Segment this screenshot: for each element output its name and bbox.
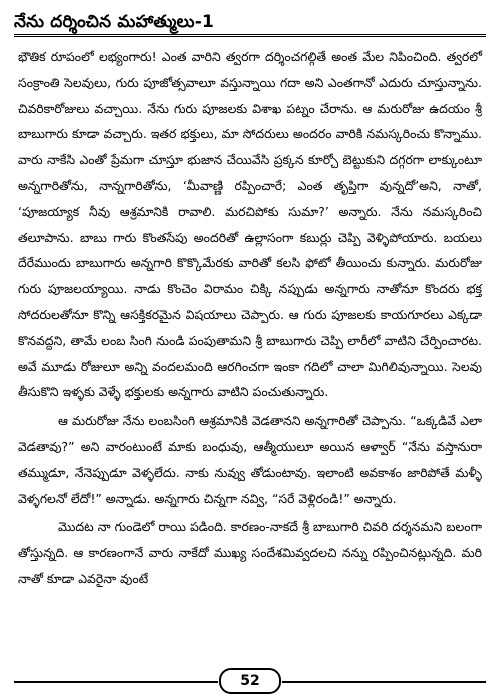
page-body (18, 44, 482, 592)
running-header (14, 6, 486, 37)
running-header-title: నేను దర్శించిన మహాత్ములు-1 (14, 12, 215, 32)
page-number (219, 668, 281, 694)
footer-rule-right (282, 681, 486, 683)
paragraph-2: ఆ మరురోజు నేను లంబసింగి ఆశ్రమానికి వెడతానని అన్నగారితో చెప్పాను. “ఒక్కడివే ఎలా వెడతావు?” అని వారంటుంటే మాకు బంధువు, ఆత్మీయులూ అయిన ఆళ్వార్ “నేను వస్తానురా తమ్ముడూ, నేనెప్పుడూ వెళ్ళలేదు. నాకు నువ్వు తోడుంటావు. ఇలాంటి అవకాశం జారిపోతే మళ్ళీ వెళ్ళగలనో లేదో!” అన్నాడు. అన్నగారు చిన్నగా నవ్వి, “సరే వెళ్లిరండి!” అన్నారు. (18, 413, 482, 506)
page-number-label: 52 (240, 673, 260, 689)
paragraph-3: మొదట నా గుండెలో రాయి పడింది. కారణం-నాకదే శ్రీ బాబుగారి చివరి దర్శనమని బలంగా తోస్తున్నది. ఆ కారణంగానే వారు నాకేదో ముఖ్య సందేశమివ్వదలచి నన్ను రప్పించినట్లున్నది. మరి నాతో కూడా ఎవరైనా వుంటే (18, 519, 482, 586)
paragraph-1: భౌతిక రూపంలో లభ్యంగారు! ఎంత వారిని త్వరగా దర్శించగల్గితే అంత మేల నిపించింది. త్వరలో సంక్రాంతి సెలవులు, గురు పూజోత్సవాలూ వస్తున్నాయి గదా అని ఎంతగానో ఎదురు చూస్తున్నాను. చివరికారోజులు వచ్చాయి. నేను గురు పూజలకు విశాఖ పట్నం చేరాను. ఆ మరురోజు ఉదయం శ్రీ బాబుగారు కూడా వచ్చారు. ఇతర భక్తులు, మా సోదరులు అందరం వారికి నమస్కరించు కొన్నాము. వారు నాకేసి ఎంతో ప్రేమగా చూస్తూ భుజాన చేయివేసి ప్రక్కన కూర్చో బెట్టుకుని దగ్గరగా లాక్కుంటూ అన్నగారితోను, నాన్నగారితోను, ‘మీవాణ్ణి రప్పించారే; ఎంత తృప్తిగా వున్నదో’అని, నాతో, ‘పూజయ్యాక నీవు ఆశ్రమానికి రావాలి. మరచిపోకు సుమా?’ అన్నారు. నేను నమస్కరించి తలూపాను. బాబు గారు కొంతసేపు అందరితో ఉల్లాసంగా కబుర్లు చెప్పి వెళ్ళిపోయారు. బయలు దేరేముందు బాబుగారు అన్నగారి కొక్కొమేరకు వారితో కలసి ఫోటో తీయించు కున్నారు. మరురోజు గురు పూజలయ్యాయి. నాడు కొంచెం విరామం చిక్కి నప్పుడు అన్నగారు నాతోనూ కొందరు భక్త సోదరులతోనూ కొన్ని ఆసక్తికరమైన విషయాలు చెప్పారు. ఆ గురు పూజలకు కాయగూరలు ఎక్కడా కొనవద్దని, తామే లంబ సింగి నుండి పంపుతామని శ్రీ బాబుగారు చెప్పి లారీలో వాటిని చేర్పించారట. అవే మూడు రోజులూ అన్ని వందలమంది ఆరగించగా ఇంకా గదిలో చాలా మిగిలివున్నాయి. సెలవు తీసుకొని ఇళ్ళకు వెళ్ళే భక్తులకు అన్నగారు వాటిని పంచుతున్నారు. (18, 49, 482, 400)
footer-rule-left (14, 681, 218, 683)
